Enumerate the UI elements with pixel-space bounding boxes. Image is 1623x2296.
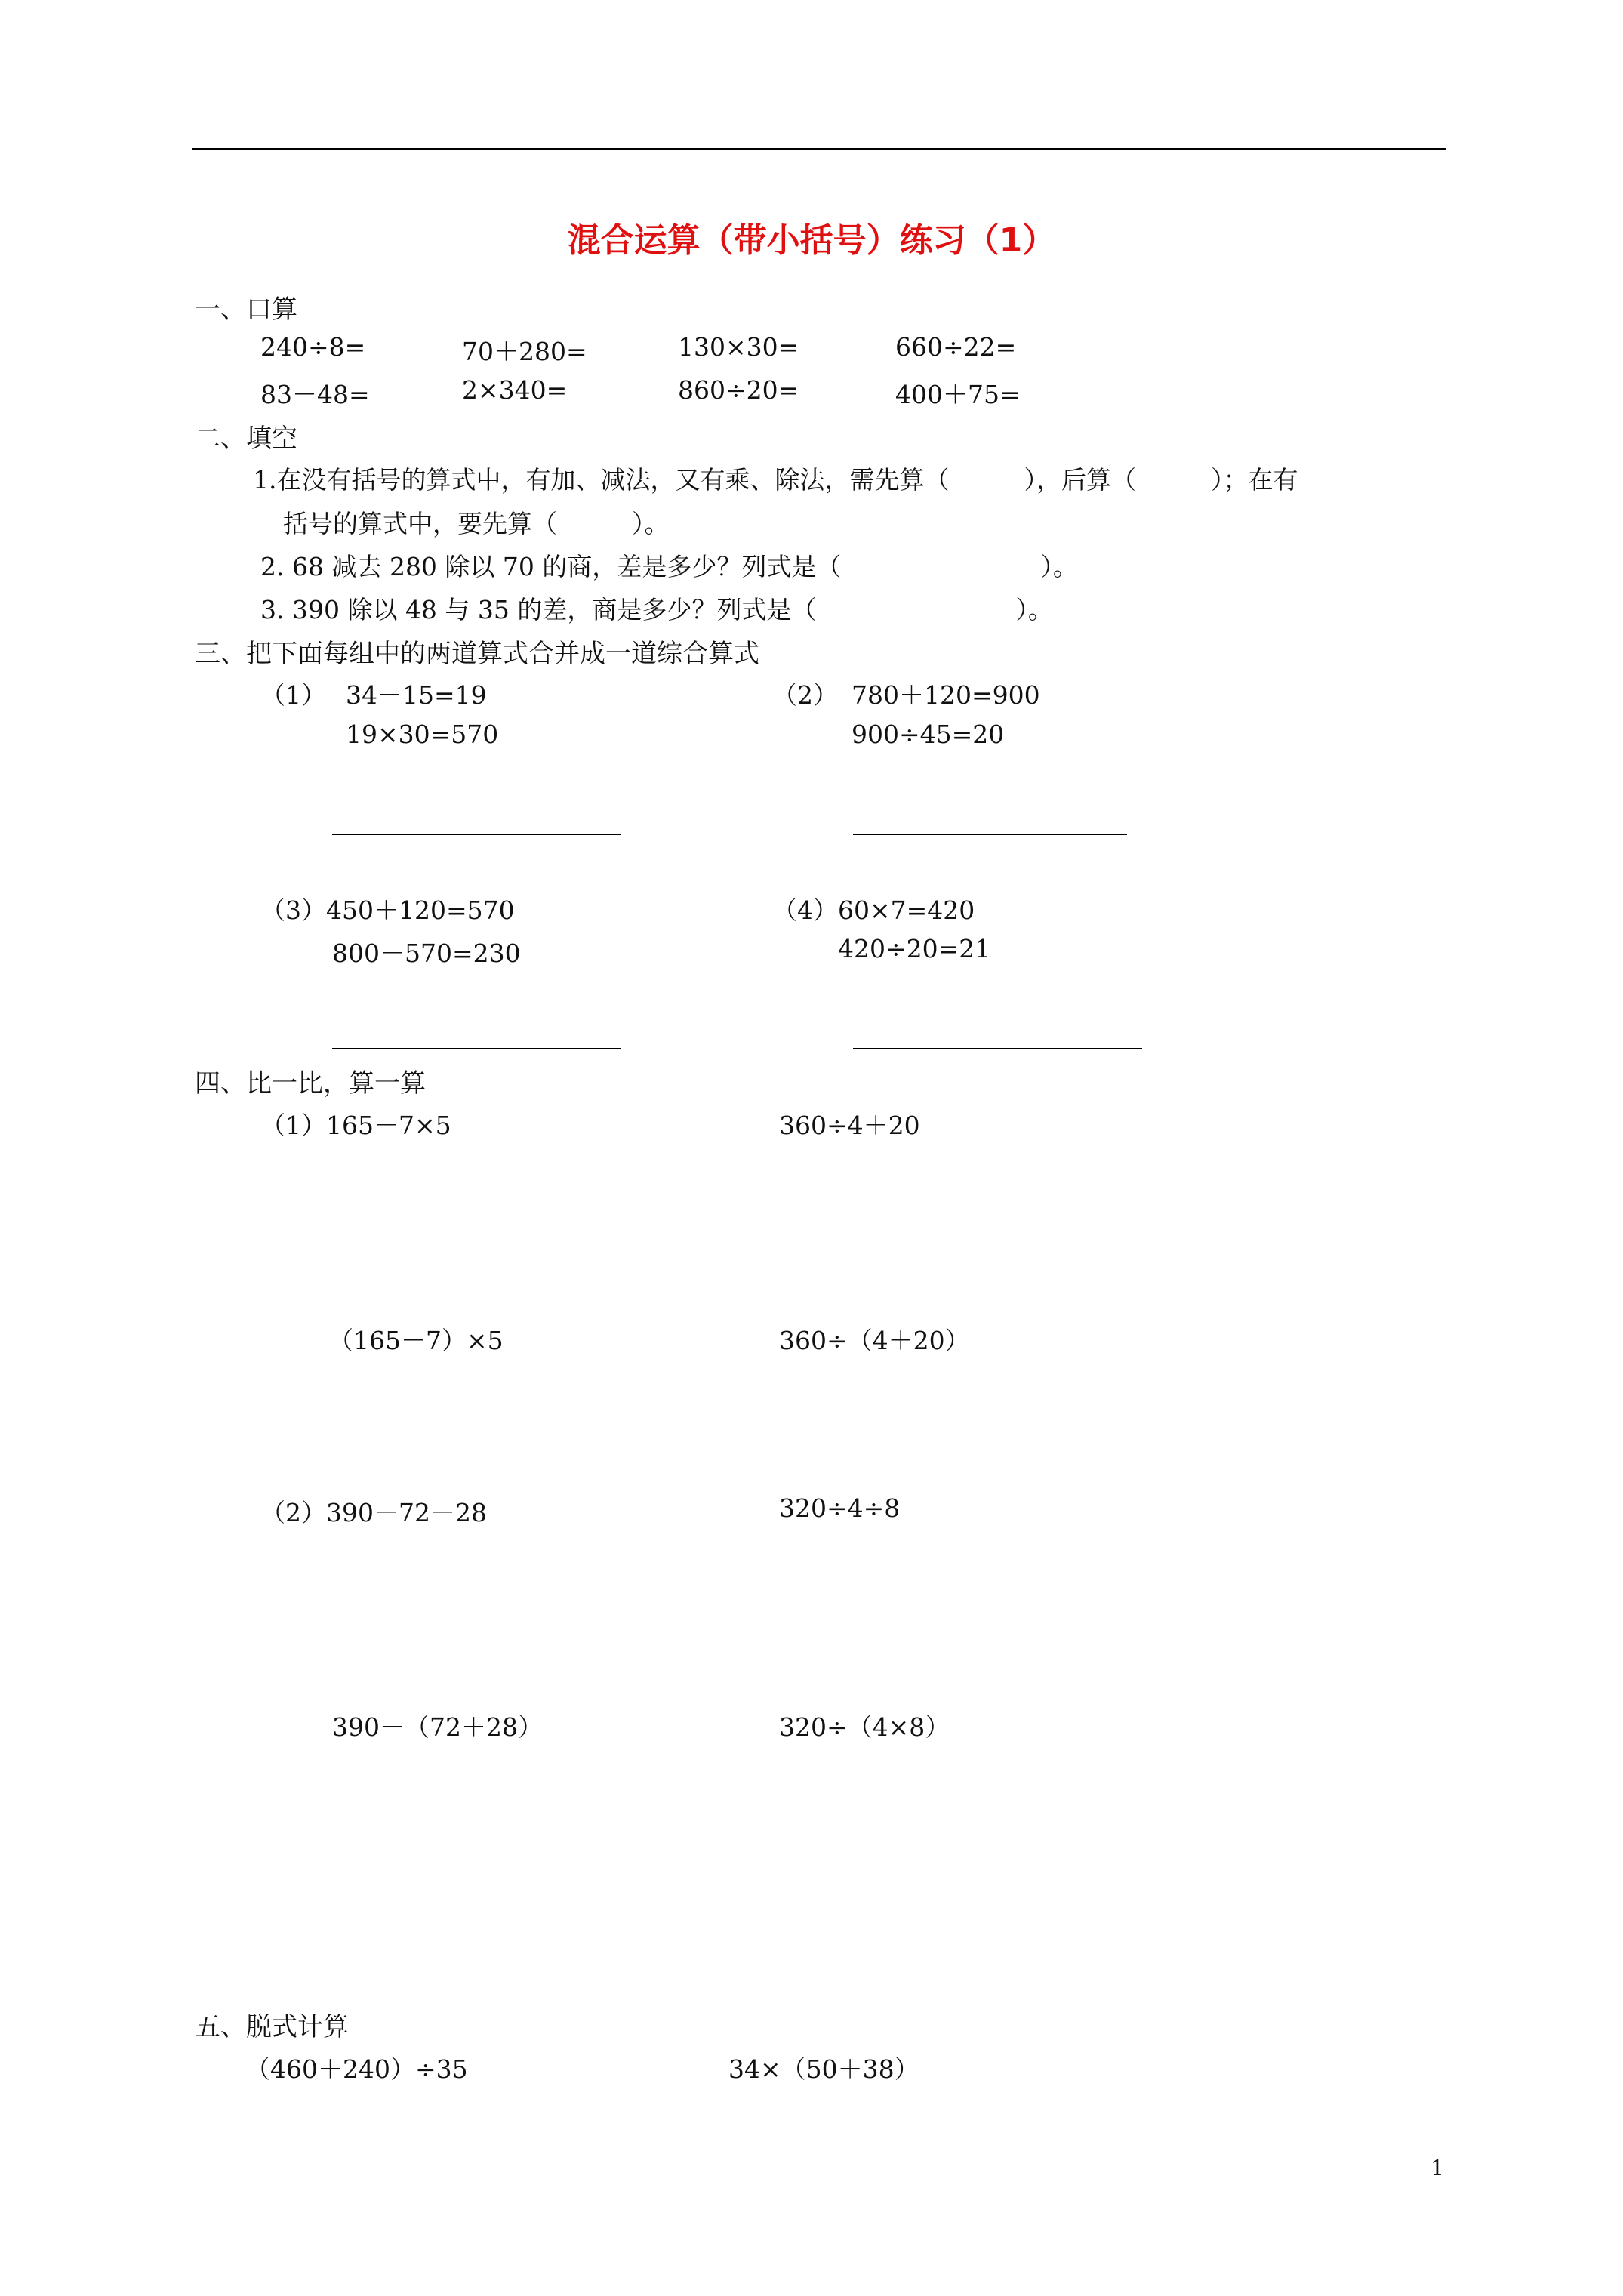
oral-item: 400＋75=: [895, 380, 1021, 409]
oral-item: 83－48=: [260, 380, 370, 409]
section-2-heading: 二、填空: [195, 424, 297, 454]
oral-item: 660÷22=: [895, 332, 1017, 362]
fill-question-1-cont: 括号的算式中，要先算（ ）。: [283, 509, 670, 538]
compare-expr: 320÷（4×8）: [779, 1712, 950, 1742]
group-4-eq-b: 420÷20=21: [838, 934, 991, 963]
group-1-eq-a: 34－15=19: [346, 680, 487, 710]
compare-expr: （2）390－72－28: [260, 1498, 487, 1527]
group-3-eq-a: （3）450＋120=570: [260, 895, 515, 925]
group-4-eq-a: （4）60×7=420: [772, 895, 975, 925]
fill-question-3: 3. 390 除以 48 与 35 的差，商是多少？列式是（ ）。: [260, 595, 1053, 624]
oral-item: 130×30=: [678, 332, 799, 362]
oral-item: 70＋280=: [462, 337, 587, 366]
page-title: 混合运算（带小括号）练习（1）: [567, 221, 1056, 260]
compare-expr: （1）165－7×5: [260, 1111, 451, 1140]
oral-item: 860÷20=: [678, 375, 799, 405]
fill-question-1: 1.在没有括号的算式中，有加、减法，又有乘、除法，需先算（ ），后算（ ）；在有: [253, 465, 1298, 495]
section-5-heading: 五、脱式计算: [195, 2012, 349, 2042]
compare-expr: （165－7）×5: [328, 1326, 504, 1355]
compare-expr: 390－（72＋28）: [332, 1712, 543, 1742]
header-rule: [192, 148, 1446, 150]
compare-expr: 360÷（4＋20）: [779, 1326, 970, 1355]
section-1-heading: 一、口算: [195, 294, 297, 325]
oral-item: 2×340=: [462, 375, 568, 405]
group-1-label: （1）: [260, 680, 326, 710]
section-4-heading: 四、比一比，算一算: [195, 1068, 426, 1099]
group-3-eq-b: 800－570=230: [332, 938, 521, 968]
page-number: 1: [1431, 2156, 1444, 2180]
compare-expr: 360÷4＋20: [779, 1111, 920, 1140]
oral-item: 240÷8=: [260, 332, 366, 362]
section-3-heading: 三、把下面每组中的两道算式合并成一道综合算式: [195, 639, 759, 669]
fill-question-2: 2. 68 减去 280 除以 70 的商，差是多少？列式是（ ）。: [260, 552, 1078, 581]
group-2-eq-b: 900÷45=20: [852, 720, 1005, 749]
group-2-eq-a: 780＋120=900: [852, 680, 1040, 710]
calc-expr: 34×（50＋38）: [728, 2054, 919, 2084]
answer-line-1: [332, 834, 621, 835]
compare-expr: 320÷4÷8: [779, 1493, 901, 1523]
group-1-eq-b: 19×30=570: [346, 720, 499, 749]
calc-expr: （460＋240）÷35: [245, 2054, 468, 2084]
answer-line-3: [332, 1048, 621, 1049]
group-2-label: （2）: [772, 680, 838, 710]
answer-line-2: [853, 834, 1127, 835]
answer-line-4: [853, 1048, 1142, 1049]
